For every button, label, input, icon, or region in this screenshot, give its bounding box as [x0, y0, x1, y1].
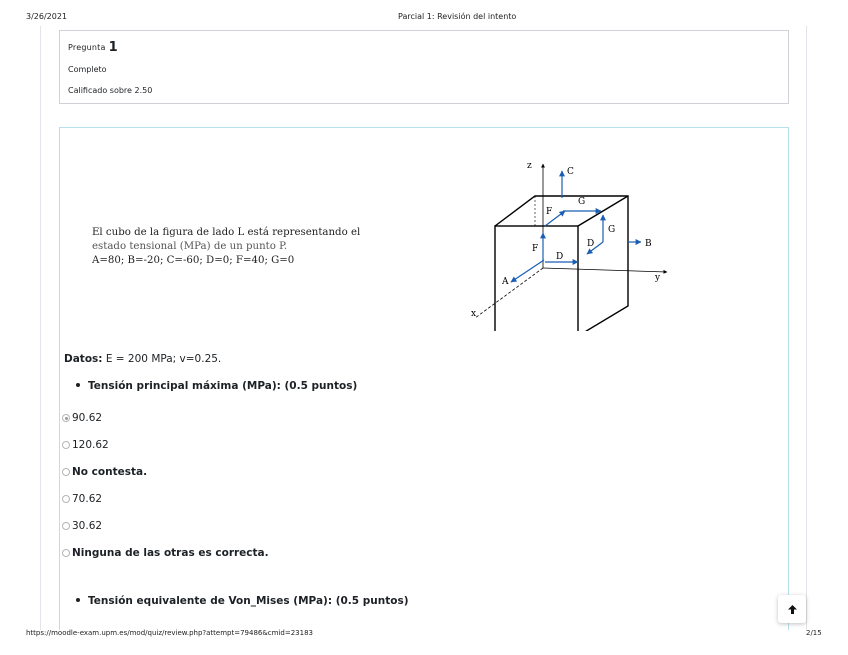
axis-z-label: z: [527, 161, 532, 171]
option-label: Ninguna de las otras es correcta.: [72, 547, 269, 559]
label-G-right: G: [608, 225, 616, 235]
question-label-text: Pregunta: [68, 43, 106, 52]
label-B: B: [645, 239, 652, 249]
label-A: A: [502, 277, 509, 287]
part2-prompt: [64, 595, 409, 607]
print-footer: [0, 629, 848, 641]
label-F-top: F: [546, 207, 553, 217]
print-header: [0, 12, 848, 26]
back-to-top-button[interactable]: [778, 595, 806, 623]
problem-statement: [92, 226, 360, 268]
part2-prompt-text: Tensión equivalente de Von_Mises (MPa): (0.5 puntos): [88, 595, 409, 607]
page-frame-right: [806, 26, 807, 630]
statement-line-2: estado tensional (MPa) de un punto P.: [92, 241, 288, 252]
print-title: Parcial 1: Revisión del intento: [398, 12, 517, 21]
label-C: C: [567, 167, 574, 177]
stress-cube-figure: [405, 156, 685, 331]
radio-icon[interactable]: [62, 522, 70, 530]
page-frame-left: [40, 26, 41, 630]
print-date: 3/26/2021: [26, 12, 68, 21]
datos-text: E = 200 MPa; v=0.25.: [105, 353, 222, 365]
label-D-right: D: [587, 239, 595, 249]
radio-icon[interactable]: [62, 549, 70, 557]
option-label: 30.62: [72, 520, 103, 532]
bullet-icon: [76, 383, 80, 387]
axis-y-line: [543, 268, 667, 272]
datos-line: [64, 353, 221, 365]
arrow-up-icon: [787, 604, 798, 615]
question-state: Completo: [68, 65, 107, 74]
statement-line-3: A=80; B=-20; C=-60; D=0; F=40; G=0: [92, 255, 295, 266]
question-number: 1: [108, 40, 118, 55]
question-label: [68, 39, 118, 54]
print-page-number: 2/15: [806, 629, 822, 637]
question-content: [59, 127, 789, 630]
option-3[interactable]: [62, 466, 147, 478]
axis-y-label: y: [655, 273, 661, 283]
radio-icon[interactable]: [62, 414, 70, 422]
question-info-box: [59, 30, 789, 104]
option-label: 120.62: [72, 439, 109, 451]
option-label: 90.62: [72, 412, 103, 424]
label-G-top: G: [578, 197, 586, 207]
label-D-front: D: [556, 252, 564, 262]
part1-prompt-text: Tensión principal máxima (MPa): (0.5 puntos): [88, 380, 358, 392]
option-5[interactable]: [62, 520, 102, 532]
label-F-front: F: [532, 244, 539, 254]
option-2[interactable]: [62, 439, 109, 451]
arrow-A: [511, 260, 544, 282]
datos-label: Datos:: [64, 353, 103, 365]
radio-icon[interactable]: [62, 441, 70, 449]
axis-x-line: [475, 268, 543, 318]
radio-icon[interactable]: [62, 495, 70, 503]
option-label: No contesta.: [72, 466, 148, 478]
statement-line-1: El cubo de la figura de lado L está representando el: [92, 227, 361, 238]
cube-edges: [495, 196, 628, 331]
part1-prompt: [64, 380, 357, 392]
axis-x-label: x: [471, 309, 477, 319]
bullet-icon: [76, 598, 80, 602]
question-grade: Calificado sobre 2.50: [68, 86, 153, 95]
option-6[interactable]: [62, 547, 269, 559]
option-4[interactable]: [62, 493, 102, 505]
radio-icon[interactable]: [62, 468, 70, 476]
print-url: https://moodle-exam.upm.es/mod/quiz/review.php?attempt=79486&cmid=23183: [26, 629, 313, 637]
option-1[interactable]: [62, 412, 102, 424]
option-label: 70.62: [72, 493, 103, 505]
